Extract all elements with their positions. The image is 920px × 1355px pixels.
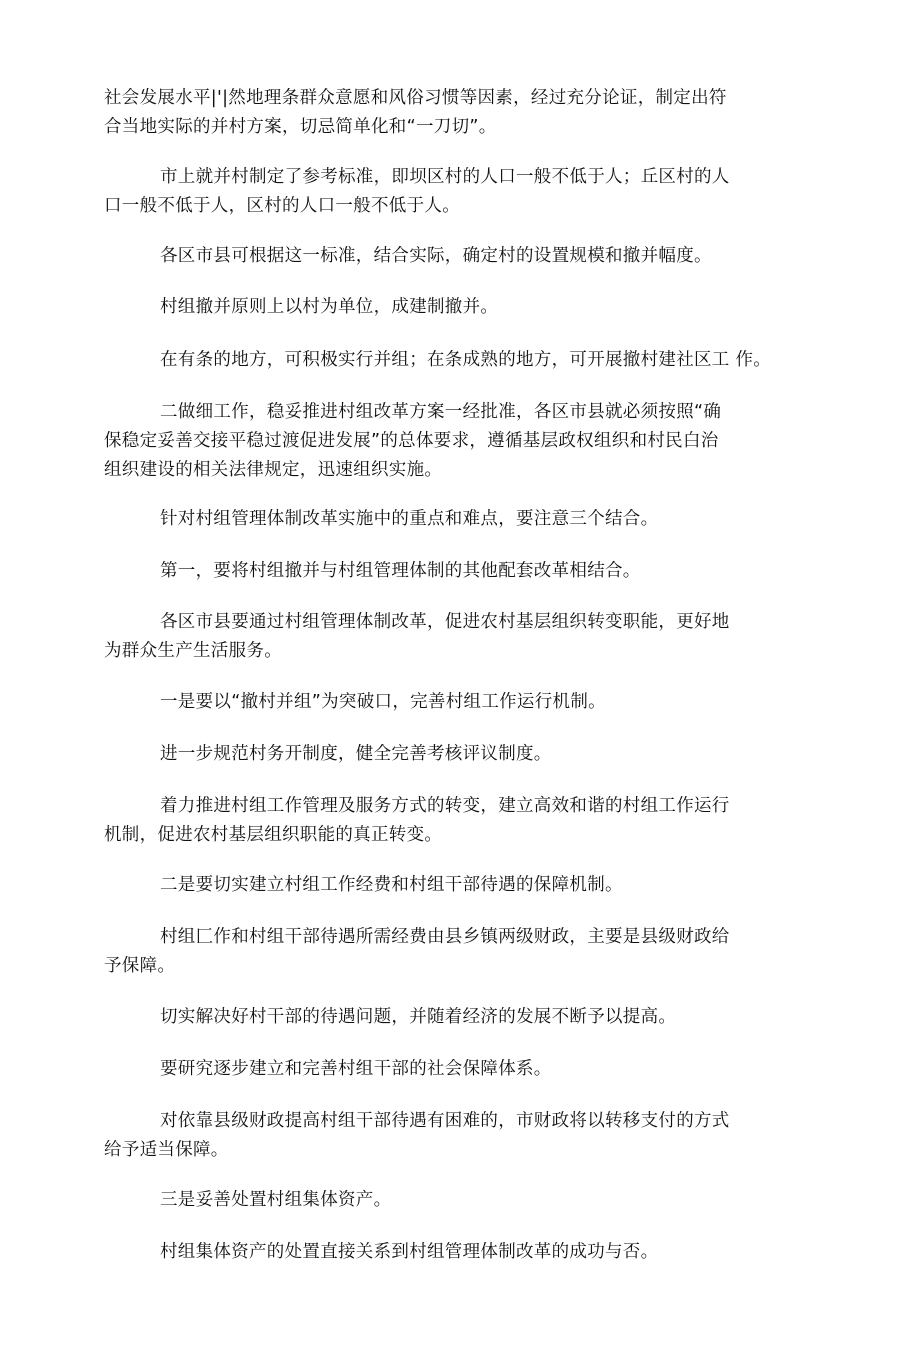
paragraph-line: 市上就并村制定了参考标准，即坝区村的人口一般不低于人；丘区村的人 (160, 167, 730, 187)
paragraph-3 (104, 242, 784, 271)
paragraph-9 (104, 608, 784, 666)
paragraph-line: 一是要以“撤村并组”为突破口，完善村组工作运行机制。 (160, 692, 606, 712)
paragraph-line: 社会发展水平|'|然地理条群众意愿和风俗习惯等因素，经过充分论证，制定出符 (104, 88, 727, 108)
paragraph-line: 村组集体资产的处置直接关系到村组管理体制改革的成功与否。 (160, 1242, 659, 1262)
paragraph-line: 对依靠县级财政提高村组干部待遇有困难的，市财政将以转移支付的方式 (160, 1111, 730, 1131)
paragraph-line: 保稳定妥善交接平稳过渡促进发展”的总体要求，遵循基层政权组织和村民白治 (104, 431, 719, 451)
paragraph-line: 要研究逐步建立和完善村组干部的社会保障体系。 (160, 1059, 552, 1079)
paragraph-line: 各区市县可根据这一标准，结合实际，确定村的设置规模和撤并幅度。 (160, 246, 712, 266)
paragraph-line: 村组撤并原则上以村为单位，成建制撤并。 (160, 297, 499, 317)
paragraph-line: 为群众生产生活服务。 (104, 641, 282, 661)
paragraph-line: 各区市县要通过村组管理体制改革，促进农村基层组织转变职能，更好地 (160, 612, 730, 632)
paragraph-line: 口一般不低于人，区村的人口一般不低于人。 (104, 196, 460, 216)
paragraph-line: 合当地实际的并村方案，切忌简单化和“一刀切”。 (104, 117, 497, 137)
paragraph-10 (104, 688, 784, 717)
paragraph-line: 着力推进村组工作管理及服务方式的转变，建立高效和谐的村组工作运行 (160, 796, 730, 816)
paragraph-7 (104, 505, 784, 534)
paragraph-line: 给予适当保障。 (104, 1140, 229, 1160)
paragraph-11 (104, 740, 784, 769)
paragraph-16 (104, 1055, 784, 1084)
paragraph-line: 机制，促进农村基层组织职能的真正转变。 (104, 825, 443, 845)
paragraph-8 (104, 557, 784, 586)
paragraph-line: 进一步规范村务开制度，健全完善考核评议制度。 (160, 744, 552, 764)
paragraph-18 (104, 1186, 784, 1215)
paragraph-line: 二是要切实建立村组工作经费和村组干部待遇的保障机制。 (160, 875, 623, 895)
paragraph-line: 二做细工作，稳妥推进村组改革方案一经批准，各区市县就必须按照“确 (160, 402, 722, 422)
paragraph-line: 予保障。 (104, 956, 176, 976)
paragraph-1 (104, 84, 784, 142)
paragraph-line: 组织建设的相关法律规定，迅速组织实施。 (104, 460, 443, 480)
paragraph-6 (104, 398, 784, 485)
paragraph-line: 在有条的地方，可积极实行并组；在条成熟的地方，可开展撤村建社区工 作。 (160, 350, 772, 370)
paragraph-5 (104, 346, 784, 375)
paragraph-line: 针对村组管理体制改革实施中的重点和难点，要注意三个结合。 (160, 509, 659, 529)
paragraph-13 (104, 871, 784, 900)
paragraph-2 (104, 163, 784, 221)
paragraph-14 (104, 923, 784, 981)
paragraph-line: 三是妥善处置村组集体资产。 (160, 1190, 392, 1210)
paragraph-17 (104, 1107, 784, 1165)
paragraph-4 (104, 293, 784, 322)
paragraph-line: 切实解决好村干部的待遇问题，并随着经济的发展不断予以提高。 (160, 1007, 677, 1027)
paragraph-12 (104, 792, 784, 850)
paragraph-15 (104, 1003, 784, 1032)
paragraph-line: 村组匚作和村组干部待遇所需经费由县乡镇两级财政，主要是县级财政给 (160, 927, 730, 947)
paragraph-19 (104, 1238, 784, 1267)
paragraph-line: 第一，要将村组撤并与村组管理体制的其他配套改革相结合。 (160, 561, 641, 581)
